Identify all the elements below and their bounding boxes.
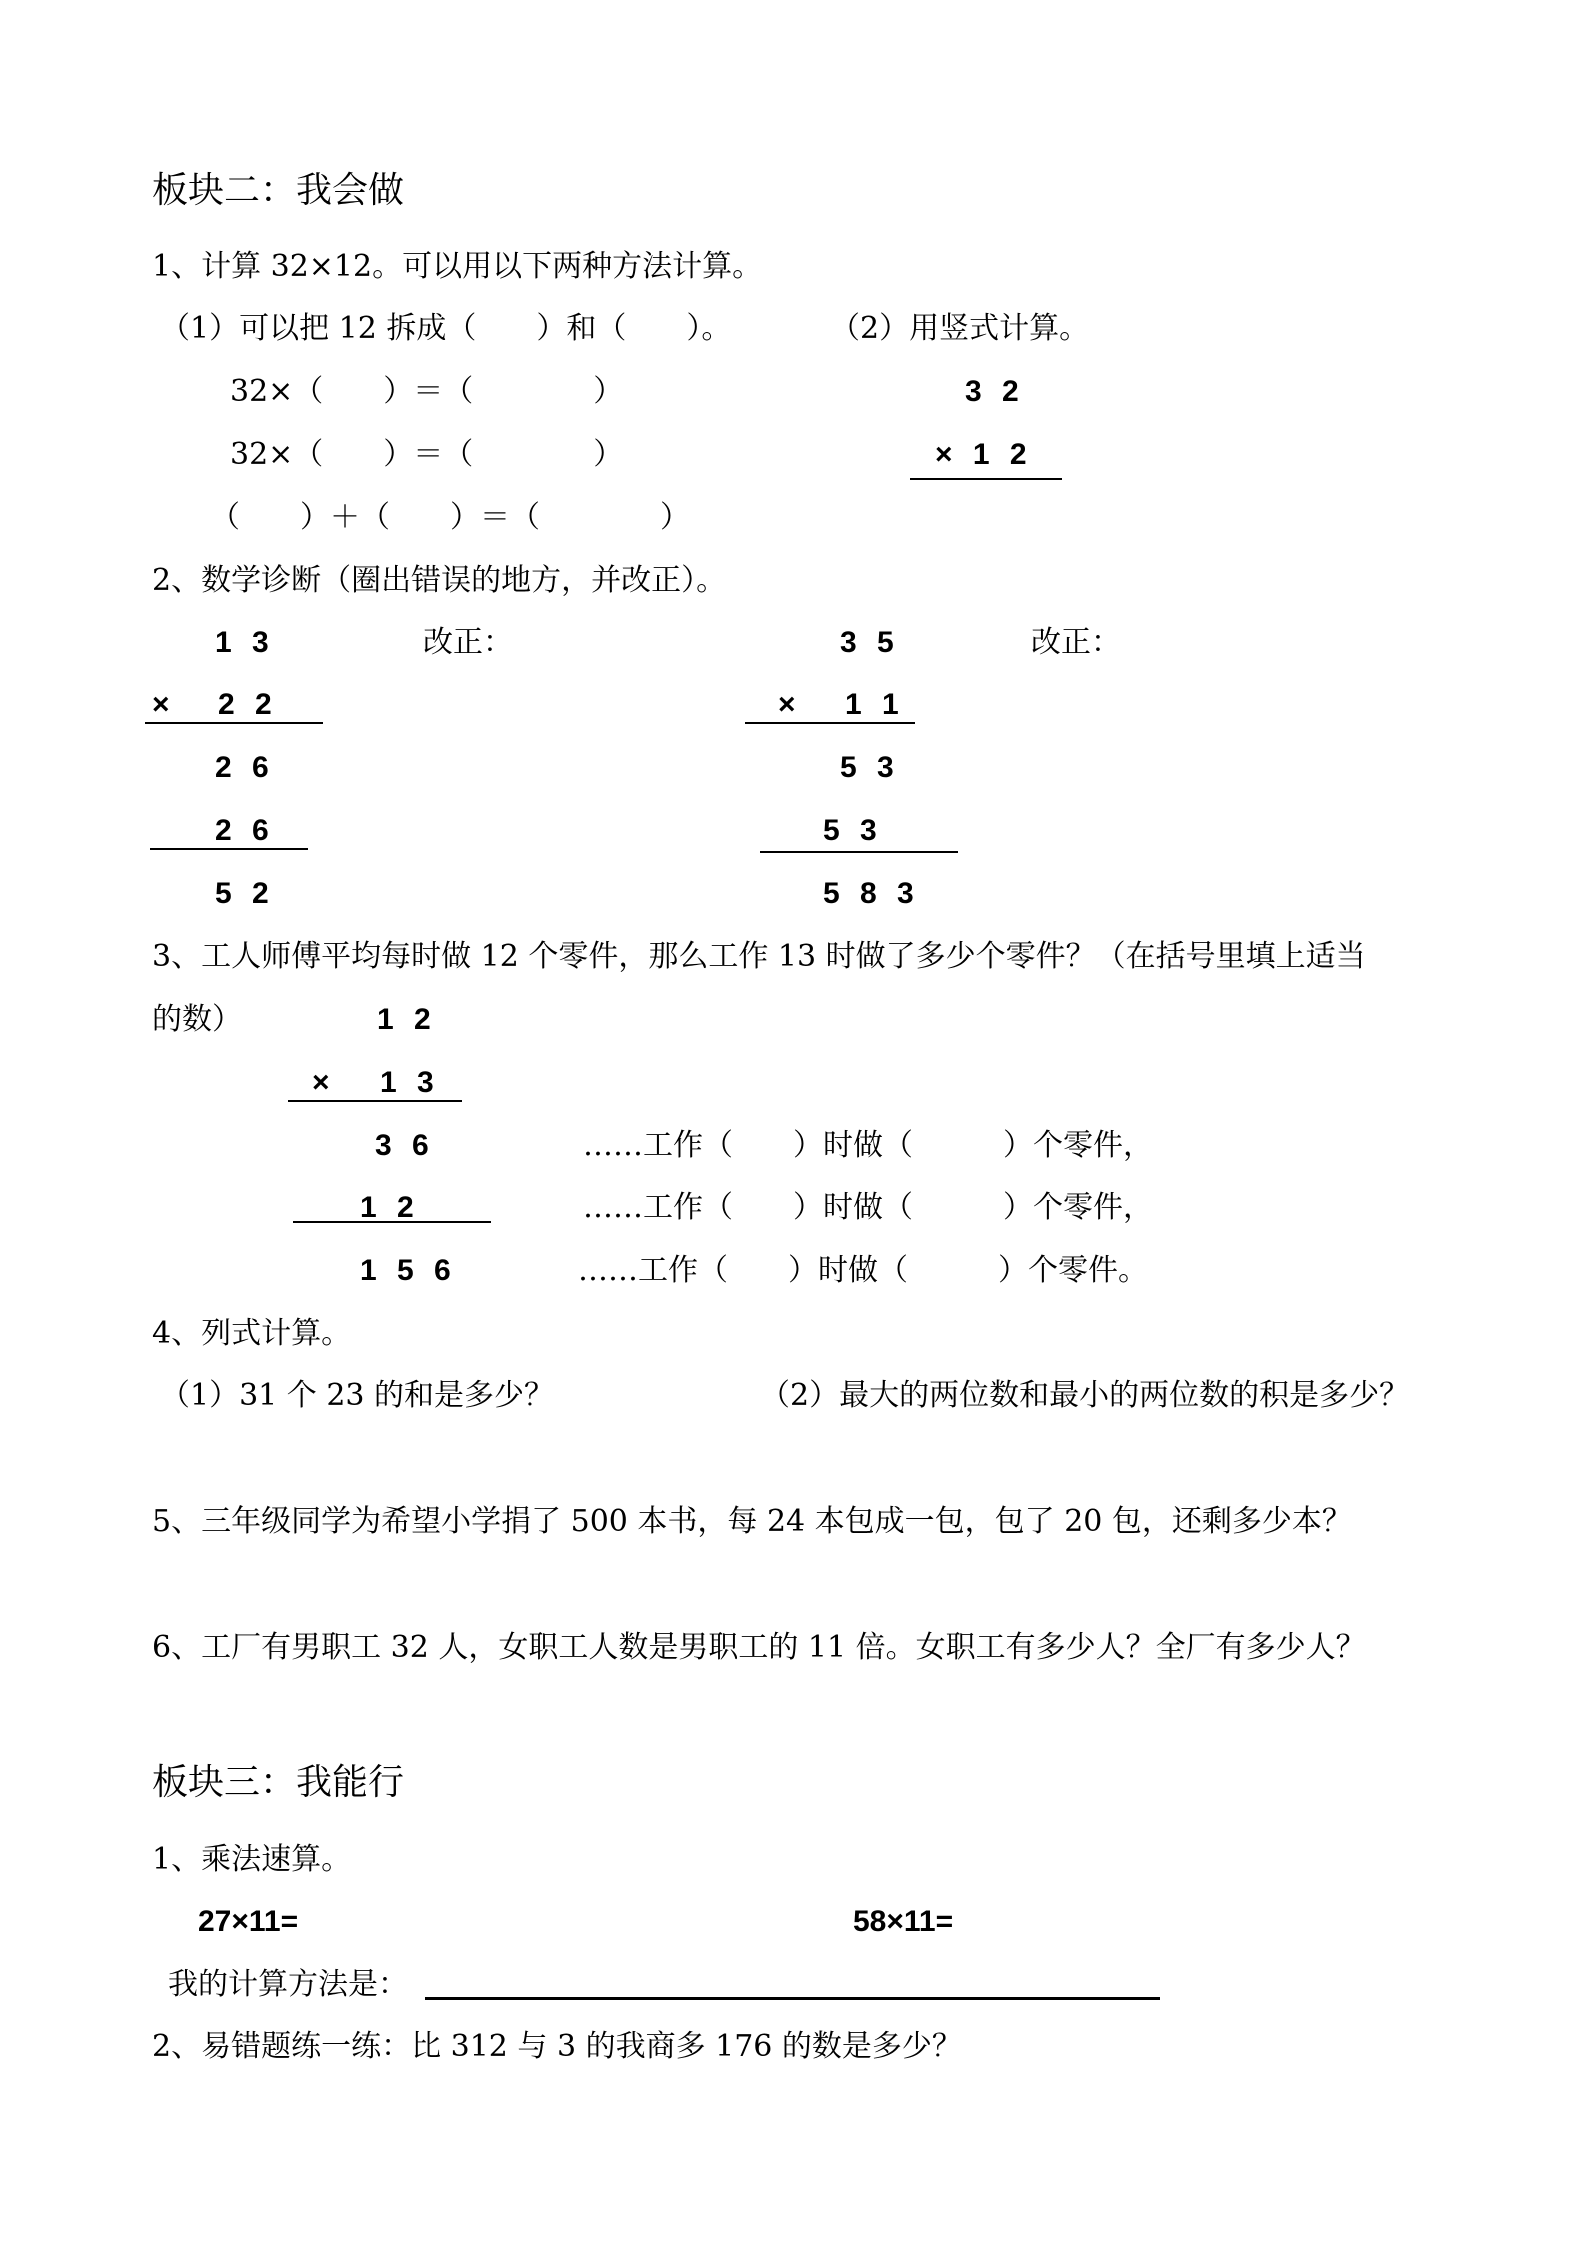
q3-vertical-line2 [293, 1221, 491, 1223]
q3-partial2: 1 2 [360, 1191, 420, 1224]
q3-partial1: 3 6 [375, 1129, 435, 1162]
q1-part2: （2）用竖式计算。 [830, 311, 1090, 346]
q3-vertical-times: × [312, 1066, 336, 1099]
q1-row2: 32×（ ）＝（ ） [230, 437, 624, 472]
q3-fill3: ……工作（ ）时做（ ）个零件。 [578, 1253, 1148, 1288]
q3-line2: 的数） [152, 1002, 242, 1037]
s3-q1-expr2: 58×11= [853, 1905, 954, 1938]
q3-vertical-multiplier: 1 3 [380, 1066, 440, 1099]
q2-left-times: × [152, 688, 176, 721]
q1-vertical-line [910, 478, 1062, 480]
q2-right-correct-label: 改正： [1031, 625, 1121, 660]
q1-text: 1、计算 32×12。可以用以下两种方法计算。 [152, 249, 763, 284]
s3-q1-expr1: 27×11= [198, 1905, 299, 1938]
q4-part1: （1）31 个 23 的和是多少？ [160, 1378, 555, 1413]
q1-part1: （1）可以把 12 拆成（ ）和（ ）。 [160, 311, 732, 346]
q4-text: 4、列式计算。 [152, 1316, 352, 1351]
q1-vertical-multiplier: × 1 2 [935, 438, 1033, 471]
q1-row3: （ ）＋（ ）＝（ ） [210, 500, 690, 535]
s3-q1-method-answer-line [425, 1997, 1160, 2000]
s3-q1-text: 1、乘法速算。 [152, 1842, 352, 1877]
s3-q1-method-label: 我的计算方法是： [168, 1967, 408, 2002]
q2-left-partial1: 2 6 [215, 751, 275, 784]
q2-right-top: 3 5 [840, 626, 900, 659]
q4-part2: （2）最大的两位数和最小的两位数的积是多少？ [760, 1378, 1410, 1413]
q2-right-partial1: 5 3 [840, 751, 900, 784]
q3-vertical-line1 [288, 1100, 462, 1102]
q2-text: 2、数学诊断（圈出错误的地方，并改正）。 [152, 563, 727, 598]
s3-q2-text: 2、易错题练一练：比 312 与 3 的我商多 176 的数是多少？ [152, 2029, 962, 2064]
q2-left-partial2: 2 6 [215, 814, 275, 847]
q3-line1: 3、工人师傅平均每时做 12 个零件，那么工作 13 时做了多少个零件？（在括号里填上适当 [152, 939, 1366, 974]
q2-left-multiplier: 2 2 [218, 688, 278, 721]
q3-result: 1 5 6 [360, 1254, 457, 1287]
q3-fill2: ……工作（ ）时做（ ）个零件， [583, 1190, 1153, 1225]
q6-text: 6、工厂有男职工 32 人，女职工人数是男职工的 11 倍。女职工有多少人？全厂有多少人？ [152, 1630, 1366, 1665]
q2-left-result: 5 2 [215, 877, 275, 910]
q2-left-correct-label: 改正： [423, 625, 513, 660]
q2-right-line1 [745, 722, 915, 724]
q2-right-times: × [778, 688, 802, 721]
q2-right-result: 5 8 3 [823, 877, 920, 910]
section-3-title: 板块三：我能行 [152, 1762, 405, 1803]
q2-left-line2 [150, 848, 308, 850]
q1-row1: 32×（ ）＝（ ） [230, 374, 624, 409]
q2-left-line1 [145, 722, 323, 724]
q2-right-partial2: 5 3 [823, 814, 883, 847]
q2-right-line2 [760, 851, 958, 853]
q2-left-top: 1 3 [215, 626, 275, 659]
section-2-title: 板块二：我会做 [152, 170, 405, 211]
q1-vertical-top: 3 2 [965, 375, 1025, 408]
q5-text: 5、三年级同学为希望小学捐了 500 本书，每 24 本包成一包，包了 20 包，还剩多少本？ [152, 1504, 1352, 1539]
q3-vertical-top: 1 2 [377, 1003, 437, 1036]
q2-right-multiplier: 1 1 [845, 688, 905, 721]
q3-fill1: ……工作（ ）时做（ ）个零件， [583, 1128, 1153, 1163]
